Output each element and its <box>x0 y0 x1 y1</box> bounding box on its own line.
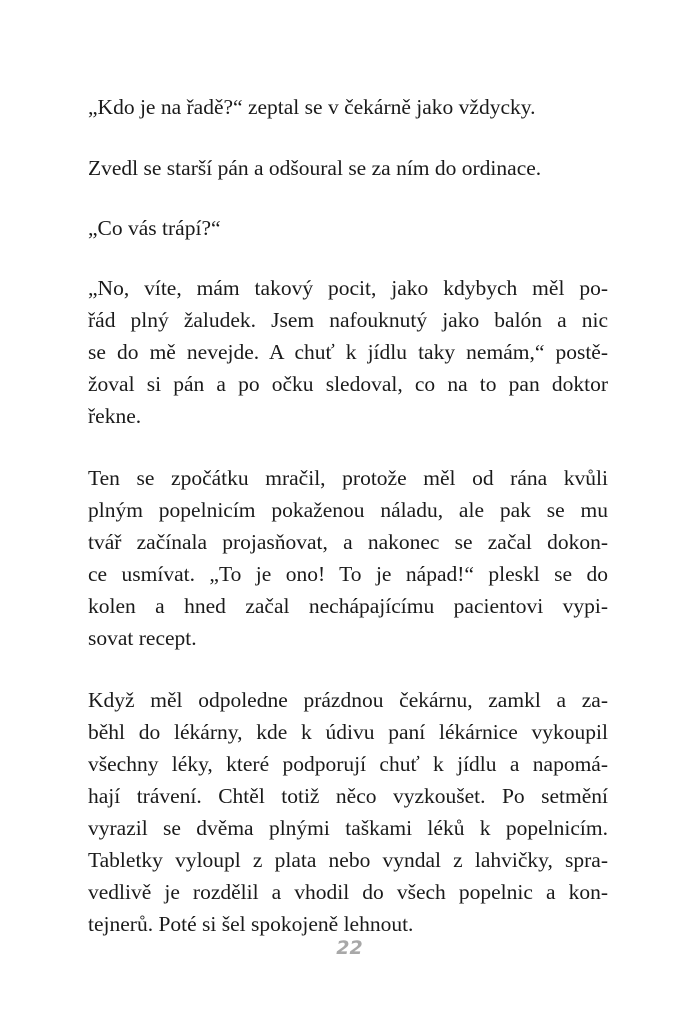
text-line: řád plný žaludek. Jsem nafouknutý jako balón a nic <box>88 308 608 332</box>
paragraph-4 <box>88 272 608 432</box>
text-line: plným popelnicím pokaženou náladu, ale pak se mu <box>88 498 608 522</box>
text-line: Zvedl se starší pán a odšoural se za ním do ordinace. <box>88 156 542 180</box>
paragraph-6 <box>88 684 608 940</box>
text-line: „Kdo je na řadě?“ zeptal se v čekárně jako vždycky. <box>88 95 536 119</box>
text-line: všechny léky, které podporují chuť k jídlu a napomá- <box>88 752 608 776</box>
text-line: „Co vás trápí?“ <box>88 216 221 240</box>
text-line: vedlivě je rozdělil a vhodil do všech popelnic a kon- <box>88 880 608 904</box>
text-line: kolen a hned začal nechápajícímu pacientovi vypi- <box>88 594 608 618</box>
paragraph-5 <box>88 462 608 654</box>
text-line: řekne. <box>88 404 142 428</box>
text-line: ce usmívat. „To je ono! To je nápad!“ pleskl se do <box>88 562 608 586</box>
text-line: se do mě nevejde. A chuť k jídlu taky nemám,“ postě- <box>88 340 608 364</box>
text-line: žoval si pán a po očku sledoval, co na to pan doktor <box>88 372 608 396</box>
text-line: běhl do lékárny, kde k údivu paní lékárnice vykoupil <box>88 720 608 744</box>
text-line: sovat recept. <box>88 626 197 650</box>
paragraph-3 <box>88 212 608 244</box>
text-line: vyrazil se dvěma plnými taškami léků k popelnicím. <box>88 816 608 840</box>
text-line: „No, víte, mám takový pocit, jako kdybych měl po- <box>88 276 608 300</box>
text-line: Tabletky vyloupl z plata nebo vyndal z lahvičky, spra- <box>88 848 608 872</box>
paragraph-1 <box>88 91 608 123</box>
page-number: 22 <box>336 937 363 959</box>
text-line: Ten se zpočátku mračil, protože měl od rána kvůli <box>88 466 608 490</box>
text-line: tvář začínala projasňovat, a nakonec se začal dokon- <box>88 530 608 554</box>
text-line: tejnerů. Poté si šel spokojeně lehnout. <box>88 912 414 936</box>
text-line: Když měl odpoledne prázdnou čekárnu, zamkl a za- <box>88 688 608 712</box>
paragraph-2 <box>88 152 608 184</box>
text-line: hají trávení. Chtěl totiž něco vyzkoušet. Po setmění <box>88 784 608 808</box>
